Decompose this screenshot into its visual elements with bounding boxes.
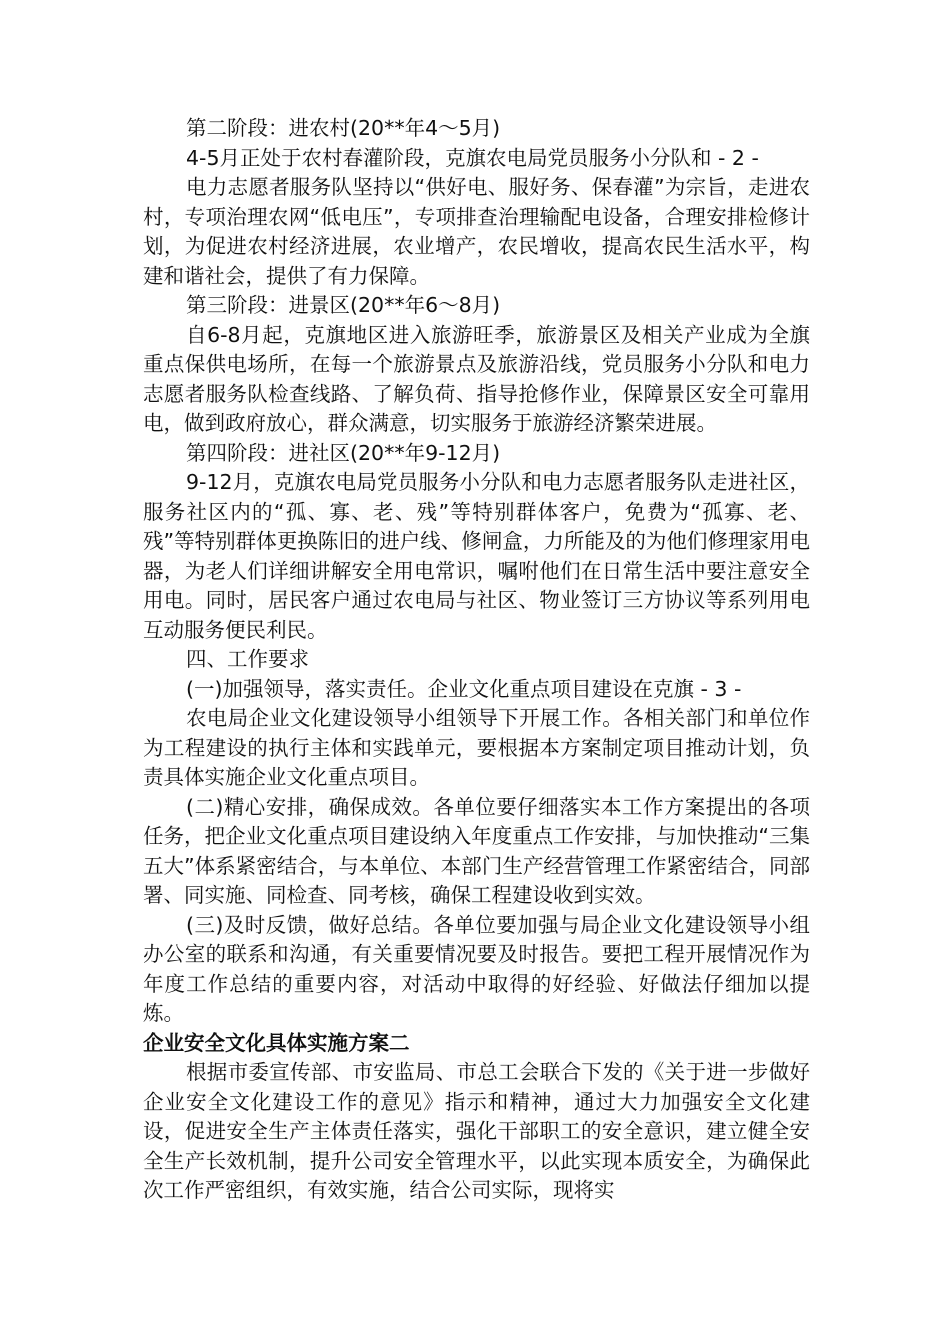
section-title: 企业安全文化具体实施方案二 [143,1030,410,1055]
requirement-one-intro: (一)加强领导，落实责任。企业文化重点项目建设在克旗 - 3 - [186,676,742,701]
closing-paragraph: 根据市委宣传部、市安监局、市总工会联合下发的《关于进一步做好企业安全文化建设工作的意见》指示和精神，通过大力加强安全文化建设，促进安全生产主体责任落实，强化干部职工的安全意识，建立健全安全生产长效机制，提升公司安全管理水平，以此实现本质安全，为确保此次工作严密组织，有效实施，结合公司实际，现将实 [143,1060,810,1202]
stage-three-heading: 第三阶段：进景区(20**年6～8月) [186,293,501,317]
stage-two-heading: 第二阶段：进农村(20**年4～5月) [186,116,501,140]
requirement-three: (三)及时反馈，做好总结。各单位要加强与局企业文化建设领导小组办公室的联系和沟通，有关重要情况要及时报告。要把工程开展情况作为年度工作总结的重要内容，对活动中取得的好经验、好做法仔细加以提炼。 [143,912,810,1025]
requirement-one-body: 农电局企业文化建设领导小组领导下开展工作。各相关部门和单位作为工程建设的执行主体和实践单元，要根据本方案制定项目推动计划，负责具体实施企业文化重点项目。 [143,706,810,789]
stage-three-body: 自6-8月起，克旗地区进入旅游旺季，旅游景区及相关产业成为全旗重点保供电场所，在每一个旅游景点及旅游沿线，党员服务小分队和电力志愿者服务队检查线路、了解负荷、指导抢修作业，保障景区安全可靠用电，做到政府放心，群众满意，切实服务于旅游经济繁荣进展。 [143,322,810,435]
stage-four-heading: 第四阶段：进社区(20**年9-12月) [186,440,501,465]
requirement-two: (二)精心安排，确保成效。各单位要仔细落实本工作方案提出的各项任务，把企业文化重点项目建设纳入年度重点工作安排，与加快推动“三集五大”体系紧密结合，与本单位、本部门生产经营管理工作紧密结合，同部署、同实施、同检查、同考核，确保工程建设收到实效。 [143,794,810,907]
stage-four-body: 9-12月，克旗农电局党员服务小分队和电力志愿者服务队走进社区，服务社区内的“孤、寡、老、残”等特别群体客户，免费为“孤寡、老、残”等特别群体更换陈旧的进户线、修闸盒，力所能及的为他们修理家用电器，为老人们详细讲解安全用电常识，嘱咐他们在日常生活中要注意安全用电。同时，居民客户通过农电局与社区、物业签订三方协议等系列用电互动服务便民利民。 [143,470,810,642]
stage-two-intro: 4-5月正处于农村春灌阶段，克旗农电局党员服务小分队和 - 2 - [186,145,759,170]
section-four-heading: 四、工作要求 [186,647,309,671]
stage-two-body: 电力志愿者服务队坚持以“供好电、服好务、保春灌”为宗旨，走进农村，专项治理农网“低电压”，专项排查治理输配电设备，合理安排检修计划，为促进农村经济进展，农业增产，农民增收，提高农民生活水平，构建和谐社会，提供了有力保障。 [143,175,810,288]
